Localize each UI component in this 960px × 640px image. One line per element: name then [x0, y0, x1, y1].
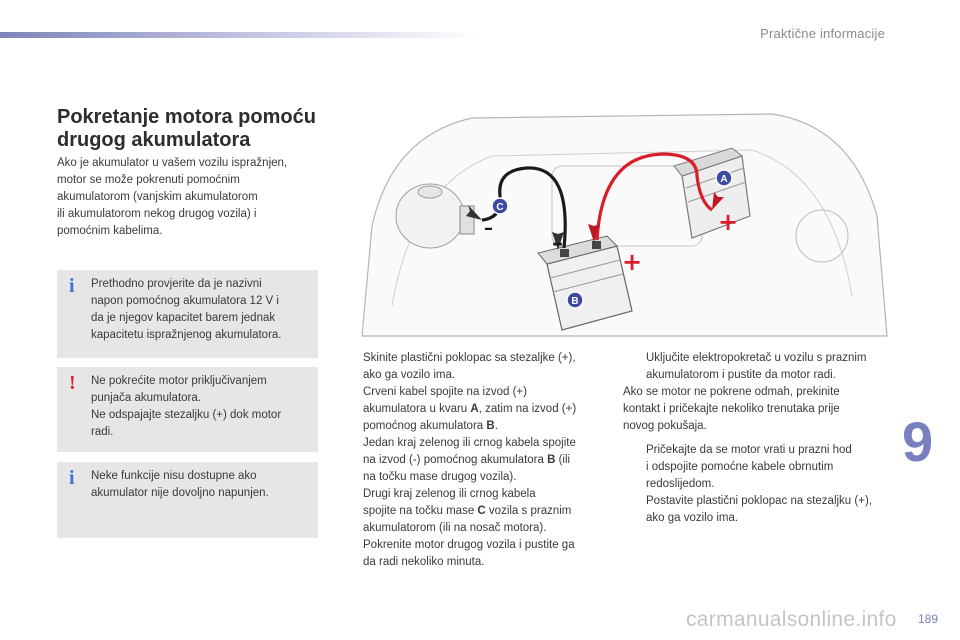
note-line: Ne odspajajte stezaljku (+) dok motor	[91, 409, 282, 421]
battery-ref-b: B	[486, 420, 495, 432]
callout-b	[567, 292, 583, 308]
reservoir-cap	[418, 186, 442, 198]
intro-paragraph	[57, 155, 319, 240]
step-line: ako ga vozilo ima.	[646, 512, 739, 524]
info-note-functions	[57, 462, 318, 538]
header-gradient-bar	[0, 32, 480, 38]
step-line: na točku mase drugog vozila).	[363, 471, 517, 483]
plus-sign-a: +	[718, 208, 739, 236]
warning-note-charger	[57, 367, 318, 452]
paragraph-line: Ako se motor ne pokrene odmah, prekinite	[623, 386, 840, 398]
chapter-number: 9	[902, 410, 934, 473]
step-line: .	[494, 420, 498, 432]
paragraph-line: kontakt i pričekajte nekoliko trenutaka prije	[623, 403, 840, 415]
step-line: na izvod (-) pomoćnog akumulatora	[363, 454, 548, 466]
step-line: Drugi kraj zelenog ili crnog kabela	[363, 488, 536, 500]
step-line: Pokrenite motor drugog vozila i pustite ga	[363, 539, 575, 551]
steps-list	[623, 350, 889, 384]
list-item	[340, 486, 598, 537]
step-line: Uključite elektropokretač u vozilu s praznim	[646, 352, 867, 364]
callout-a	[716, 170, 732, 186]
step-line: redoslijedom.	[646, 478, 715, 490]
note-text	[91, 468, 308, 502]
steps-column-right	[623, 350, 889, 527]
note-line: Ne pokrećite motor priključivanjem	[91, 375, 267, 387]
note-line: punjača akumulatora.	[91, 392, 201, 404]
info-icon: i	[69, 467, 75, 489]
note-line: radi.	[91, 426, 114, 438]
steps-column-middle	[340, 350, 598, 571]
minus-sign-b: –	[552, 231, 563, 256]
plus-sign-b: +	[622, 248, 643, 276]
step-line: da radi nekoliko minuta.	[363, 556, 485, 568]
minus-sign-c: –	[484, 218, 493, 239]
note-line: Neke funkcije nisu dostupne ako	[91, 470, 257, 482]
jump-start-illustration	[352, 106, 892, 342]
callout-a-label: A	[720, 174, 728, 185]
step-line: , zatim na izvod (+)	[478, 403, 577, 415]
step-line: (ili	[555, 454, 571, 466]
section-title-line1: Pokretanje motora pomoću	[57, 106, 316, 128]
step-line: akumulatorom i pustite da motor radi.	[646, 369, 836, 381]
battery-ref-a: A	[470, 403, 479, 415]
note-line: da je njegov kapacitet barem jednak	[91, 312, 276, 324]
list-item	[623, 442, 889, 493]
watermark: carmanualsonline.info	[686, 608, 897, 631]
step-line: i odspojite pomoćne kabele obrnutim	[646, 461, 834, 473]
engine-bay-drawing	[352, 106, 892, 342]
step-line: pomoćnog akumulatora	[363, 420, 487, 432]
intro-line: Ako je akumulator u vašem vozilu ispražnjen,	[57, 157, 288, 169]
retry-paragraph	[623, 384, 889, 435]
paragraph-line: novog pokušaja.	[623, 420, 707, 432]
step-line: Postavite plastični poklopac na stezaljku (+),	[646, 495, 872, 507]
callout-b-label: B	[571, 296, 579, 307]
step-line: Pričekajte da se motor vrati u prazni hod	[646, 444, 852, 456]
step-line: akumulatora u kvaru	[363, 403, 471, 415]
info-note-voltage	[57, 270, 318, 358]
list-item	[623, 350, 889, 384]
note-line: akumulator nije dovoljno napunjen.	[91, 487, 269, 499]
note-line: napon pomoćnog akumulatora 12 V i	[91, 295, 279, 307]
list-item	[340, 435, 598, 486]
step-line: spojite na točku mase	[363, 505, 478, 517]
section-title	[57, 106, 327, 152]
step-line: ako ga vozilo ima.	[363, 369, 456, 381]
intro-line: motor se može pokrenuti pomoćnim	[57, 174, 240, 186]
callout-c-label: C	[496, 202, 504, 213]
intro-line: akumulatorom (vanjskim akumulatorom	[57, 191, 258, 203]
step-line: Crveni kabel spojite na izvod (+)	[363, 386, 527, 398]
list-item	[623, 493, 889, 527]
battery-ref-b: B	[547, 454, 556, 466]
page-number: 189	[917, 612, 938, 626]
step-line: akumulatorom (ili na nosač motora).	[363, 522, 547, 534]
list-item	[340, 384, 598, 435]
callout-c	[492, 198, 508, 214]
step-line: Jedan kraj zelenog ili crnog kabela spojite	[363, 437, 576, 449]
header-title: Praktične informacije	[760, 26, 885, 41]
intro-line: pomoćnim kabelima.	[57, 225, 163, 237]
list-item	[340, 537, 598, 571]
note-text	[91, 276, 308, 344]
info-icon: i	[69, 275, 75, 297]
note-line: kapacitetu ispražnjenog akumulatora.	[91, 329, 282, 341]
section-title-line2: drugog akumulatora	[57, 129, 251, 151]
warning-icon: !	[69, 372, 76, 394]
intro-line: ili akumulatorom nekog drugog vozila) i	[57, 208, 257, 220]
step-line: Skinite plastični poklopac sa stezaljke (+),	[363, 352, 576, 364]
list-item	[340, 350, 598, 384]
ground-ref-c: C	[477, 505, 486, 517]
note-line: Prethodno provjerite da je nazivni	[91, 278, 262, 290]
steps-list	[623, 442, 889, 527]
note-text	[91, 373, 308, 441]
step-line: vozila s praznim	[485, 505, 572, 517]
steps-list	[340, 350, 598, 571]
